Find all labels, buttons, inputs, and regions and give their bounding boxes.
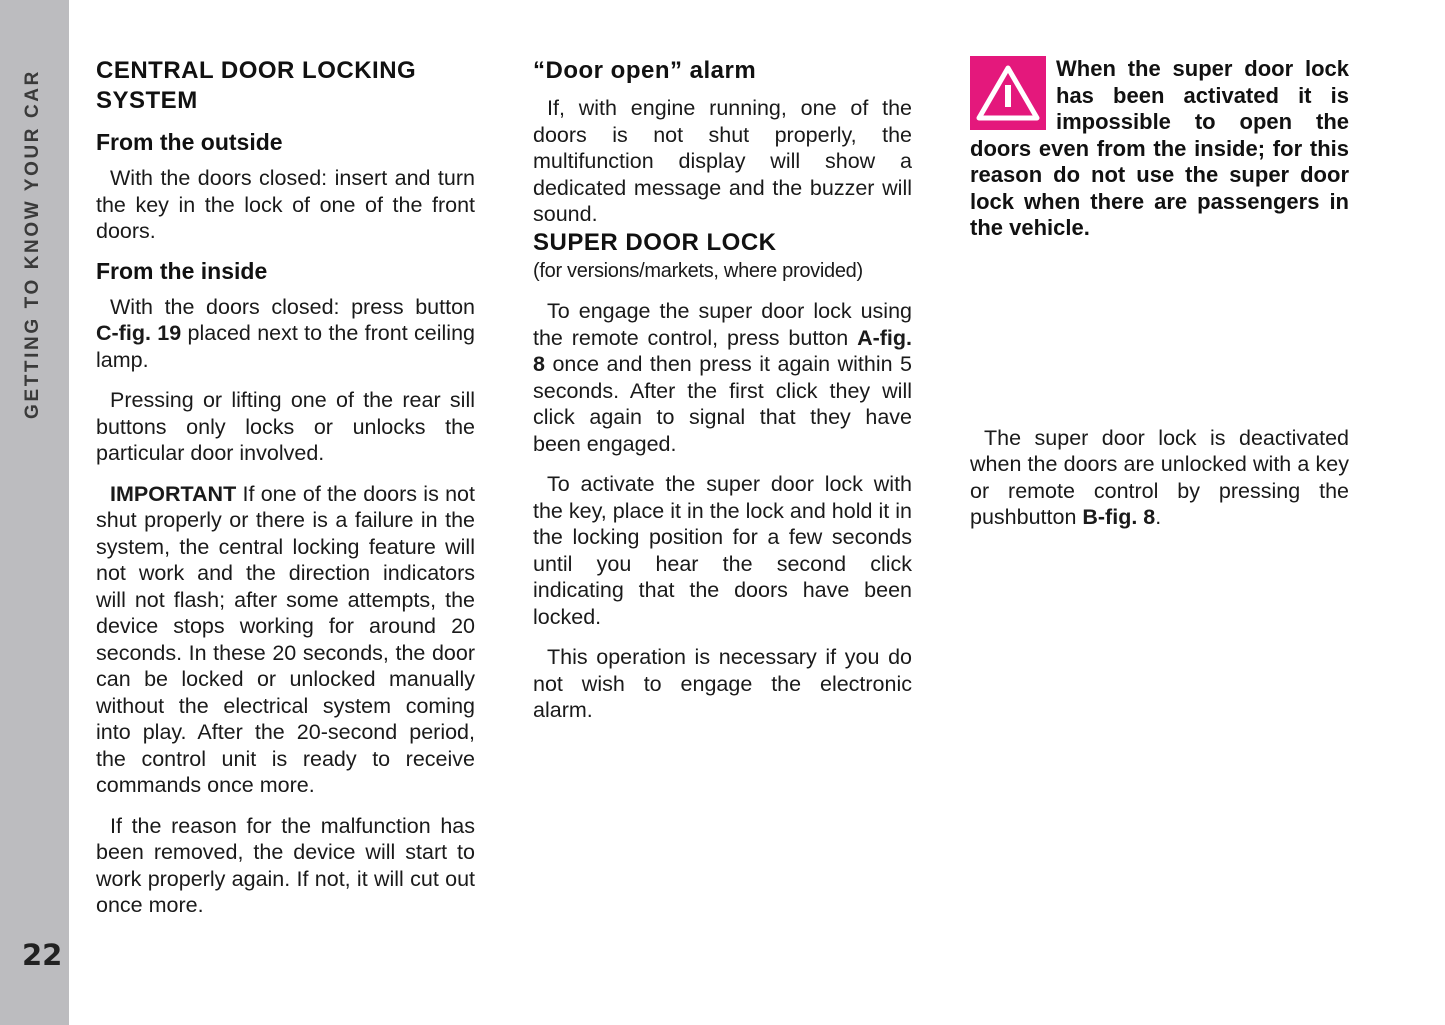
- key-paragraph: To activate the super door lock with the key, place it in the lock and hold it in the locking position for a few seconds until you hear the second click indicating that the doors have been locked.: [533, 472, 912, 629]
- super-door-lock-heading: SUPER DOOR LOCK: [533, 228, 777, 256]
- important-label: IMPORTANT: [110, 481, 237, 506]
- deact-text: The super door lock is deactivated when the doors are unlocked with a key or remote control by pressing the pushbutton: [970, 425, 1349, 529]
- remote-text: To engage the super door lock using the remote control, press button: [533, 299, 912, 350]
- availability-note: (for versions/markets, where provided): [533, 259, 863, 282]
- warning-box: [970, 56, 1349, 242]
- remote-paragraph: [533, 298, 912, 457]
- sill-paragraph: Pressing or lifting one of the rear sill buttons only locks or unlocks the particular door involved.: [96, 388, 475, 465]
- inside-text: With the doors closed: press button: [110, 294, 475, 319]
- necessary-paragraph: This operation is necessary if you do not wish to engage the electronic alarm.: [533, 645, 912, 722]
- warning-text: When the super door lock has been activated it is impossible to open the doors even from the inside; for this reason do not use the super door lock when there are passengers in the vehicle.: [970, 56, 1349, 240]
- door-open-alarm-heading: “Door open” alarm: [533, 57, 757, 84]
- page-number: 22: [22, 938, 63, 972]
- from-outside-heading: From the outside: [96, 129, 283, 155]
- column-3: [970, 56, 1349, 531]
- section-title: GETTING TO KNOW YOUR CAR: [22, 69, 43, 419]
- from-inside-heading: From the inside: [96, 257, 268, 284]
- deactivation-paragraph: [970, 425, 1349, 531]
- fig-reference: A-fig. 8: [533, 325, 912, 376]
- sidebar: [0, 0, 69, 1025]
- important-text: If one of the doors is not shut properly or there is a failure in the system, the central locking feature will not work and the direction indicators will not flash; after some attempts, the device stops working for around 20 seconds. In these 20 seconds, the door can be locked or unlocked manually without the electrical system coming into play. After the 20-second period, the control unit is ready to receive commands once more.: [96, 481, 475, 797]
- inside-text-end: placed next to the front ceiling lamp.: [96, 321, 475, 372]
- inside-paragraph: [96, 294, 475, 374]
- malfunction-paragraph: If the reason for the malfunction has been removed, the device will start to work properly again. If not, it will cut out once more.: [96, 813, 475, 917]
- column-2: [533, 56, 912, 724]
- remote-text-end: once and then press it again within 5 seconds. After the first click they will click again to signal that they have been engaged.: [533, 352, 912, 456]
- fig-reference: C-fig. 19: [96, 321, 182, 345]
- deact-text-end: .: [1155, 505, 1162, 529]
- outside-paragraph: With the doors closed: insert and turn the key in the lock of one of the front doors.: [96, 166, 475, 243]
- alarm-paragraph: If, with engine running, one of the doors is not shut properly, the multifunction display will show a dedicated message and the buzzer will sound.: [533, 96, 912, 226]
- warning-triangle-icon: [970, 56, 1046, 130]
- column-1: [96, 56, 475, 919]
- fig-reference: B-fig. 8: [1082, 505, 1156, 529]
- central-locking-heading: CENTRAL DOOR LOCKING SYSTEM: [96, 57, 417, 114]
- important-paragraph: [96, 481, 475, 799]
